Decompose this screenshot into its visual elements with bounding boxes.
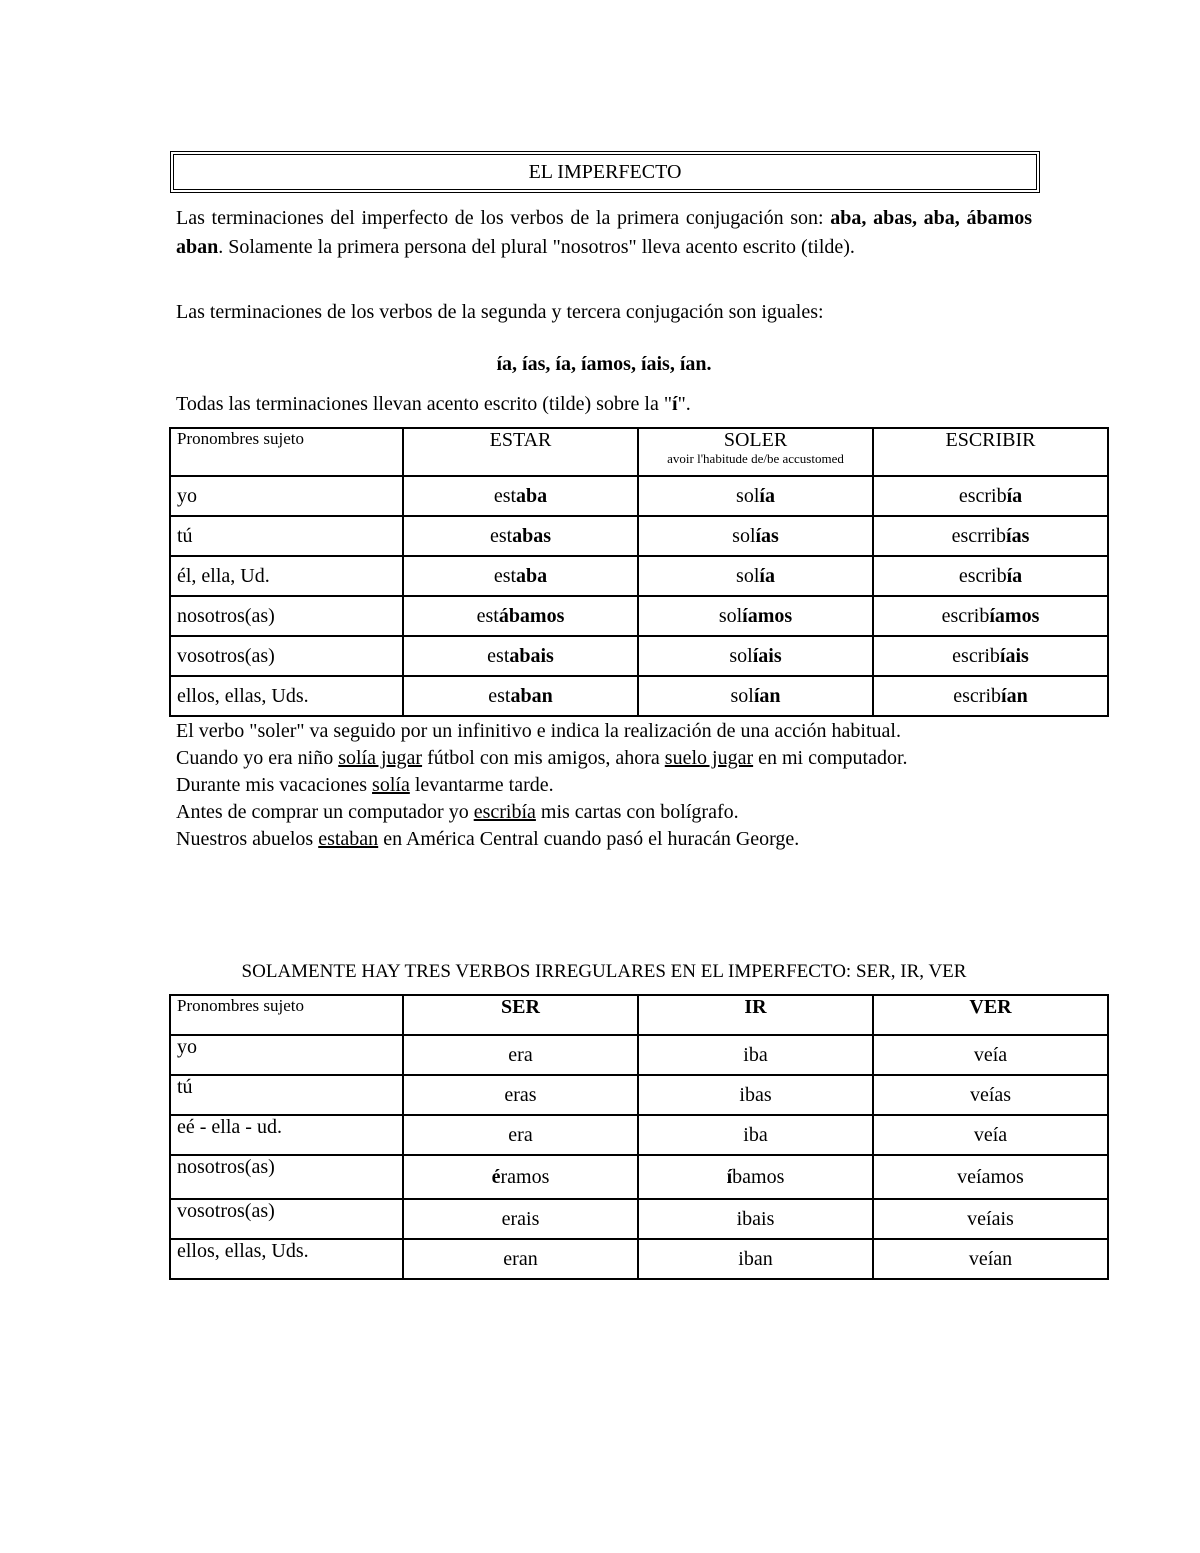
- verb-ending: ía: [759, 484, 775, 507]
- verb-ending: aba: [516, 564, 548, 587]
- table-row: [170, 1155, 1108, 1199]
- conjugation-cell: [403, 676, 638, 716]
- table-header-row: [170, 428, 1108, 476]
- irregular-heading: [170, 957, 1038, 986]
- soler-line-5: Nuestros abuelos estaban en América Central cuando pasó el huracán George.: [176, 828, 800, 850]
- verb-stem: escrib: [958, 564, 1007, 587]
- header-ir: IR: [638, 995, 873, 1035]
- soler-line-1: El verbo "soler" va seguido por un infinitivo e indica la realización de una acción habitual.: [176, 720, 901, 742]
- header-pronouns: Pronombres sujeto: [170, 995, 403, 1035]
- verb-form: veía: [973, 1123, 1008, 1146]
- conjugation-cell: [638, 1075, 873, 1115]
- table-row: [170, 1239, 1108, 1279]
- table-header-row: [170, 995, 1108, 1035]
- verb-form: ramos: [500, 1165, 550, 1188]
- verb-stem: sol: [732, 524, 756, 547]
- table-row: [170, 1075, 1108, 1115]
- pronoun-cell: yo: [170, 476, 403, 516]
- conjugation-cell: [403, 636, 638, 676]
- verb-form: iban: [738, 1247, 773, 1270]
- example-underlined: estaban: [318, 828, 379, 850]
- conjugation-cell: [403, 1075, 638, 1115]
- conjugation-cell: [873, 476, 1108, 516]
- verb-ending: ían: [753, 684, 781, 707]
- header-escribir: ESCRIBIR: [873, 428, 1108, 476]
- conjugation-cell: [403, 1115, 638, 1155]
- verb-ending: aban: [510, 684, 553, 707]
- pronoun-cell: nosotros(as): [170, 1155, 403, 1199]
- conjugation-cell: [403, 516, 638, 556]
- conjugation-cell: [638, 1199, 873, 1239]
- accent-letter: í: [726, 1165, 733, 1188]
- conjugation-cell: [403, 1155, 638, 1199]
- verb-form: veíamos: [957, 1165, 1024, 1188]
- verb-stem: sol: [718, 604, 743, 627]
- conjugation-cell: [873, 1199, 1108, 1239]
- verb-ending: aba: [516, 484, 548, 507]
- verb-stem: escrrib: [951, 524, 1007, 547]
- verb-ending: íais: [999, 644, 1029, 667]
- soler-line-3: Durante mis vacaciones solía levantarme tarde.: [176, 774, 554, 796]
- conjugation-cell: [873, 516, 1108, 556]
- verb-form: veías: [969, 1083, 1012, 1106]
- verb-form: eran: [503, 1247, 538, 1270]
- example-underlined: solía: [372, 774, 410, 796]
- table-row: [170, 476, 1108, 516]
- intro-paragraph-3: [176, 390, 1032, 419]
- header-ver: VER: [873, 995, 1108, 1035]
- verb-form: ibas: [739, 1083, 772, 1106]
- conjugation-cell: [873, 1239, 1108, 1279]
- conjugation-cell: [403, 596, 638, 636]
- table-row: [170, 676, 1108, 716]
- verb-form: iba: [743, 1043, 768, 1066]
- verb-stem: escrib: [952, 644, 1000, 667]
- conjugation-cell: [638, 516, 873, 556]
- example-underlined: escribía: [473, 801, 536, 823]
- conjugation-cell: [403, 1239, 638, 1279]
- verb-ending: íamos: [742, 604, 793, 627]
- conjugation-cell: [873, 676, 1108, 716]
- verb-stem: escrib: [953, 684, 1002, 707]
- verb-ending: ábamos: [498, 604, 565, 627]
- verb-form: veíais: [967, 1207, 1014, 1230]
- conjugation-cell: [638, 1155, 873, 1199]
- conjugation-cell: [403, 1035, 638, 1075]
- verb-stem: escrib: [958, 484, 1007, 507]
- verb-ending: abas: [512, 524, 552, 547]
- conjugation-cell: [403, 1199, 638, 1239]
- verb-form: era: [508, 1123, 533, 1146]
- pronoun-cell: ellos, ellas, Uds.: [170, 1239, 403, 1279]
- verb-form: erais: [501, 1207, 540, 1230]
- verb-form: veían: [968, 1247, 1013, 1270]
- intro-text: Todas las terminaciones llevan acento escrito (tilde) sobre la ": [176, 393, 673, 415]
- conjugation-cell: [873, 556, 1108, 596]
- verb-ending: ía: [1006, 564, 1023, 587]
- verb-ending: ías: [755, 524, 779, 547]
- verb-ending: íais: [752, 644, 782, 667]
- conjugation-cell: [873, 1115, 1108, 1155]
- verb-form: era: [508, 1043, 533, 1066]
- conjugation-cell: [638, 556, 873, 596]
- verb-stem: est: [493, 564, 517, 587]
- verb-ending: íamos: [989, 604, 1040, 627]
- conjugation-cell: [403, 476, 638, 516]
- example-underlined: solía jugar: [338, 747, 423, 769]
- conjugation-cell: [873, 1155, 1108, 1199]
- soler-translation-note: avoir l'habitude de/be accustomed: [667, 451, 844, 466]
- intro-paragraph-2: [176, 298, 1032, 327]
- conjugation-cell: [638, 636, 873, 676]
- pronoun-cell: yo: [170, 1035, 403, 1075]
- conjugation-cell: [638, 1239, 873, 1279]
- example-underlined: suelo jugar: [664, 747, 754, 769]
- second-third-endings-text: ía, ías, ía, íamos, íais, ían.: [496, 353, 712, 375]
- intro-text: Las terminaciones del imperfecto de los verbos de la primera conjugación son:: [176, 207, 831, 229]
- conjugation-cell: [638, 1035, 873, 1075]
- verb-stem: sol: [729, 644, 753, 667]
- pronoun-cell: ellos, ellas, Uds.: [170, 676, 403, 716]
- page-title-text: EL IMPERFECTO: [528, 160, 682, 183]
- conjugation-cell: [638, 596, 873, 636]
- verb-form: ibais: [736, 1207, 775, 1230]
- pronoun-cell: vosotros(as): [170, 1199, 403, 1239]
- intro-paragraph-1: [176, 204, 1032, 262]
- verb-ending: abais: [509, 644, 554, 667]
- accent-letter: é: [491, 1165, 501, 1188]
- verb-ending: ías: [1006, 524, 1030, 547]
- intro-text: Las terminaciones de los verbos de la segunda y tercera conjugación son iguales:: [176, 301, 824, 323]
- soler-line-2: Cuando yo era niño solía jugar fútbol con mis amigos, ahora suelo jugar en mi computador.: [176, 747, 908, 769]
- conjugation-cell: [873, 1035, 1108, 1075]
- page-title: [170, 151, 1040, 193]
- conjugation-cell: [638, 676, 873, 716]
- table-row: [170, 556, 1108, 596]
- verb-form: bamos: [732, 1165, 785, 1188]
- pronoun-cell: él, ella, Ud.: [170, 556, 403, 596]
- verb-ending: ía: [1006, 484, 1023, 507]
- verb-stem: escrib: [941, 604, 990, 627]
- accent-letter: í: [672, 393, 678, 415]
- verb-form: veía: [973, 1043, 1008, 1066]
- conjugation-cell: [873, 596, 1108, 636]
- intro-text: . Solamente la primera persona del plural "nosotros" lleva acento escrito (tilde).: [218, 236, 855, 258]
- verb-stem: est: [487, 644, 510, 667]
- verb-ending: ía: [759, 564, 775, 587]
- conjugation-cell: [638, 1115, 873, 1155]
- verb-stem: est: [488, 684, 511, 707]
- irregular-heading-text: SOLAMENTE HAY TRES VERBOS IRREGULARES EN EL IMPERFECTO: SER, IR, VER: [241, 961, 967, 982]
- soler-explanation: [176, 718, 1032, 853]
- conjugation-cell: [403, 556, 638, 596]
- verb-stem: sol: [736, 564, 760, 587]
- regular-conjugation-table: [169, 427, 1109, 717]
- pronoun-cell: vosotros(as): [170, 636, 403, 676]
- conjugation-cell: [873, 636, 1108, 676]
- pronoun-cell: nosotros(as): [170, 596, 403, 636]
- table-row: [170, 516, 1108, 556]
- verb-ending: ían: [1001, 684, 1028, 707]
- header-estar: ESTAR: [403, 428, 638, 476]
- verb-stem: est: [489, 524, 513, 547]
- verb-stem: est: [493, 484, 517, 507]
- header-soler: SOLER avoir l'habitude de/be accustomed: [638, 428, 873, 476]
- header-ser: SER: [403, 995, 638, 1035]
- table-row: [170, 1035, 1108, 1075]
- verb-stem: sol: [736, 484, 760, 507]
- intro-text: ".: [677, 393, 691, 415]
- verb-stem: est: [476, 604, 499, 627]
- verb-stem: sol: [730, 684, 754, 707]
- pronoun-cell: tú: [170, 516, 403, 556]
- header-pronouns: Pronombres sujeto: [170, 428, 403, 476]
- table-row: [170, 636, 1108, 676]
- conjugation-cell: [873, 1075, 1108, 1115]
- verb-form: eras: [504, 1083, 537, 1106]
- second-third-endings: [176, 350, 1032, 379]
- soler-line-4: Antes de comprar un computador yo escribía mis cartas con bolígrafo.: [176, 801, 739, 823]
- table-row: [170, 1199, 1108, 1239]
- conjugation-cell: [638, 476, 873, 516]
- pronoun-cell: tú: [170, 1075, 403, 1115]
- verb-form: iba: [743, 1123, 768, 1146]
- pronoun-cell: eé - ella - ud.: [170, 1115, 403, 1155]
- table-row: [170, 596, 1108, 636]
- first-conjugation-endings: aba, abas, aba, ábamos aban: [176, 207, 1033, 258]
- table-row: [170, 1115, 1108, 1155]
- irregular-conjugation-table: [169, 994, 1109, 1280]
